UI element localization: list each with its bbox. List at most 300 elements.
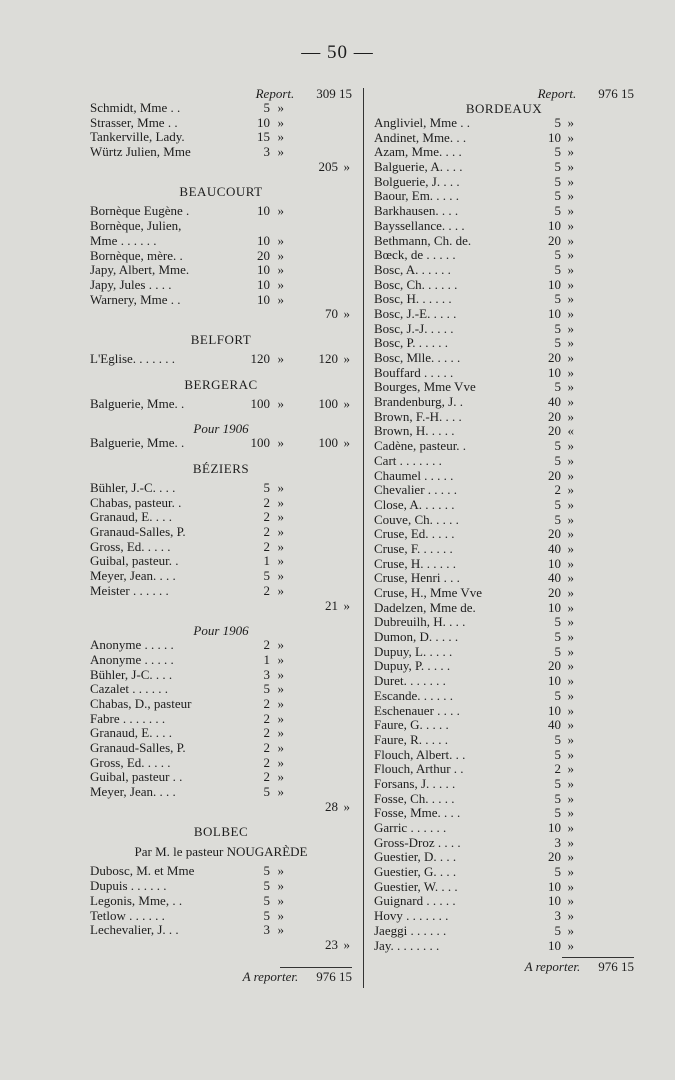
list-item <box>90 204 352 219</box>
entry-mark: » <box>567 467 574 483</box>
entry-mark: » <box>277 524 284 540</box>
list-item <box>374 292 634 307</box>
list-item <box>374 718 634 733</box>
list-item <box>90 249 352 264</box>
entry-mark: » <box>567 893 574 909</box>
entry-name: Granaud, E. . . . <box>90 725 172 741</box>
list-item <box>90 584 352 599</box>
entry-mark: » <box>277 582 284 598</box>
entry-mark: » <box>277 784 284 800</box>
subtotal-mark: » <box>343 306 350 322</box>
list-item <box>90 741 352 756</box>
entry-mark: » <box>567 849 574 865</box>
list-item <box>374 469 634 484</box>
entry-name: Duret. . . . . . . <box>374 673 446 689</box>
entry-name: Guestier, G. . . . <box>374 864 457 880</box>
list-item <box>374 762 634 777</box>
entry-mark: » <box>567 687 574 703</box>
entry-amount: 120 <box>250 350 270 366</box>
entry-amount: 5 <box>554 643 561 659</box>
list-item <box>374 909 634 924</box>
entry-amount: 20 <box>548 423 561 439</box>
entry-amount: 5 <box>554 731 561 747</box>
right-footer-line <box>374 958 634 976</box>
entry-mark: » <box>567 570 574 586</box>
entry-mark: » <box>277 144 284 160</box>
entry-amount: 10 <box>548 599 561 615</box>
list-item <box>374 145 634 160</box>
list-item <box>374 615 634 630</box>
entry-mark: » <box>277 276 284 292</box>
subtotal-mark: » <box>343 936 350 952</box>
entry-mark: » <box>567 717 574 733</box>
list-item <box>90 496 352 511</box>
subtotal-mark: » <box>343 158 350 174</box>
entry-amount: 5 <box>554 687 561 703</box>
right-report-value: 976 15 <box>598 86 634 101</box>
section-subheading: Pour 1906 <box>193 623 249 639</box>
spacer <box>90 367 352 377</box>
entry-name: Bayssellance. . . . <box>374 217 465 233</box>
list-item <box>374 645 634 660</box>
entry-mark: » <box>277 129 284 145</box>
entry-mark: » <box>567 526 574 542</box>
entry-amount: 5 <box>554 291 561 307</box>
entry-mark: » <box>277 509 284 525</box>
entry-amount: 5 <box>554 320 561 336</box>
entry-amount: 10 <box>548 878 561 894</box>
entry-amount: 5 <box>554 438 561 454</box>
entry-amount: 10 <box>548 305 561 321</box>
entry-amount: 5 <box>263 784 270 800</box>
section-heading: BEAUCOURT <box>179 184 263 200</box>
spacer <box>90 174 352 184</box>
entry-amount: 5 <box>554 614 561 630</box>
list-item <box>90 894 352 909</box>
entry-amount: 3 <box>554 908 561 924</box>
entry-mark: » <box>567 555 574 571</box>
spacer <box>90 451 352 461</box>
entry-amount: 5 <box>554 335 561 351</box>
entry-mark: » <box>567 599 574 615</box>
entry-mark: » <box>567 878 574 894</box>
list-item <box>374 939 634 954</box>
entry-mark: » <box>567 673 574 689</box>
entry-name: Cart . . . . . . . <box>374 452 442 468</box>
entry-mark: » <box>277 695 284 711</box>
entry-amount: 100 <box>250 395 270 411</box>
subtotal-line <box>90 599 352 614</box>
entry-name: Legonis, Mme, . . <box>90 892 183 908</box>
entry-amount: 15 <box>257 129 270 145</box>
list-item <box>374 336 634 351</box>
entry-name: Dupuis . . . . . . <box>90 878 167 894</box>
entry-amount: 2 <box>263 524 270 540</box>
list-item <box>374 498 634 513</box>
entry-amount: 5 <box>263 863 270 879</box>
entry-amount: 2 <box>263 710 270 726</box>
entry-amount: 2 <box>263 769 270 785</box>
entry-name: Brandenburg, J. . <box>374 394 463 410</box>
list-item <box>90 668 352 683</box>
entry-name: Bosc, J.-J. . . . . <box>374 320 454 336</box>
entry-amount: 20 <box>548 526 561 542</box>
list-item <box>90 712 352 727</box>
entry-mark: » <box>277 863 284 879</box>
list-item <box>90 923 352 938</box>
entry-name: Faure, R. . . . . <box>374 731 449 747</box>
right-report-label: Report. <box>537 86 577 101</box>
entry-amount: 5 <box>554 188 561 204</box>
entry-amount: 2 <box>263 582 270 598</box>
entry-amount: 5 <box>554 790 561 806</box>
entry-amount: 5 <box>554 144 561 160</box>
entry-mark: » <box>277 922 284 938</box>
entry-name: Guignard . . . . . <box>374 893 456 909</box>
entry-mark: » <box>567 629 574 645</box>
entry-name: Brown, H. . . . . <box>374 423 455 439</box>
left-footer-line <box>90 968 352 986</box>
entry-name: Bosc, A. . . . . . <box>374 261 451 277</box>
entry-mark: » <box>567 291 574 307</box>
list-item <box>374 630 634 645</box>
entry-mark: » <box>567 115 574 130</box>
list-item <box>374 821 634 836</box>
entry-amount: 2 <box>263 538 270 554</box>
entry-name: Baour, Em. . . . . <box>374 188 460 204</box>
list-item <box>90 352 352 367</box>
entry-mark: » <box>567 217 574 233</box>
entry-amount: 2 <box>263 754 270 770</box>
entry-amount: 20 <box>548 849 561 865</box>
list-item <box>374 234 634 249</box>
entry-mark: » <box>277 262 284 278</box>
list-item <box>90 909 352 924</box>
left-footer-label: A reporter. <box>242 968 299 984</box>
entry-amount: 2 <box>263 494 270 510</box>
right-footer-label: A reporter. <box>524 959 581 975</box>
entry-amount: 10 <box>548 276 561 292</box>
entry-name: Gross, Ed. . . . . <box>90 538 171 554</box>
page-number: — 50 — <box>301 42 374 63</box>
entry-mark: » <box>567 922 574 938</box>
entry-name: Jaeggi . . . . . . <box>374 922 447 938</box>
entry-amount: 3 <box>554 834 561 850</box>
entry-subtotal-mark: » <box>343 435 350 451</box>
list-item <box>90 219 352 234</box>
entry-mark: » <box>567 379 574 395</box>
entry-mark: » <box>277 538 284 554</box>
list-item <box>374 454 634 469</box>
subtotal-value: 28 <box>325 798 338 814</box>
column-divider <box>363 88 364 988</box>
entry-mark: » <box>567 247 574 263</box>
list-item <box>90 638 352 653</box>
entry-amount: 10 <box>548 217 561 233</box>
entry-name: Bethmann, Ch. de. <box>374 232 472 248</box>
section-note: Par M. le pasteur NOUGARÈDE <box>134 844 308 860</box>
entry-mark: » <box>567 496 574 512</box>
entry-amount: 5 <box>554 496 561 512</box>
entry-mark: » <box>567 820 574 835</box>
spacer <box>90 322 352 332</box>
entry-amount: 2 <box>263 740 270 755</box>
entry-mark: » <box>567 129 574 145</box>
entry-name: Anonyme . . . . . <box>90 637 174 653</box>
left-column <box>90 86 352 986</box>
entry-name: Japy, Albert, Mme. <box>90 262 190 278</box>
entry-mark: » <box>277 740 284 755</box>
entry-amount: 5 <box>263 907 270 923</box>
entry-name: Dupuy, L. . . . . <box>374 643 453 659</box>
entry-name: Anonyme . . . . . <box>90 651 174 667</box>
subtotal-value: 23 <box>325 936 338 952</box>
entry-mark: » <box>567 834 574 850</box>
list-item <box>90 116 352 131</box>
list-item <box>90 293 352 308</box>
entry-name: Flouch, Albert. . . <box>374 746 466 762</box>
list-item <box>90 756 352 771</box>
entry-amount: 5 <box>554 379 561 395</box>
entry-amount: 2 <box>263 509 270 525</box>
entry-name: Balguerie, Mme. . <box>90 435 185 451</box>
entry-mark: » <box>277 553 284 569</box>
entry-amount: 5 <box>554 261 561 277</box>
entry-amount: 5 <box>554 452 561 468</box>
list-item <box>90 569 352 584</box>
entry-name: Bœck, de . . . . . <box>374 247 456 263</box>
entry-amount: 10 <box>257 232 270 248</box>
entry-mark: » <box>567 364 574 380</box>
entry-amount: 5 <box>554 805 561 821</box>
entry-mark: » <box>277 637 284 653</box>
entry-mark: » <box>567 203 574 219</box>
entry-mark: » <box>277 725 284 741</box>
entry-mark: » <box>567 144 574 160</box>
entry-name: Angliviel, Mme . . <box>374 115 471 130</box>
entry-mark: » <box>277 350 284 366</box>
entry-name: Dumon, D. . . . . <box>374 629 459 645</box>
entry-mark: » <box>277 710 284 726</box>
entry-mark: » <box>567 702 574 718</box>
entry-amount: 2 <box>263 637 270 653</box>
spacer <box>90 953 352 963</box>
entry-mark: » <box>277 114 284 130</box>
entry-subtotal-mark: » <box>343 395 350 411</box>
list-item <box>374 527 634 542</box>
list-item <box>374 777 634 792</box>
list-item <box>374 733 634 748</box>
entry-mark: » <box>567 408 574 424</box>
list-item <box>374 674 634 689</box>
entry-name: Cruse, Ed. . . . . <box>374 526 455 542</box>
subtotal-mark: » <box>343 597 350 613</box>
entry-name: Dupuy, P. . . . . <box>374 658 451 674</box>
entry-mark: » <box>277 395 284 411</box>
entry-amount: 5 <box>554 775 561 791</box>
entry-mark: » <box>567 188 574 204</box>
list-item <box>90 510 352 525</box>
list-item <box>374 542 634 557</box>
list-item <box>374 380 634 395</box>
entry-name: Fosse, Ch. . . . . <box>374 790 455 806</box>
entry-name: Hovy . . . . . . . <box>374 908 449 924</box>
list-item <box>374 424 634 439</box>
entry-mark: » <box>567 438 574 454</box>
list-item <box>90 481 352 496</box>
list-item <box>374 792 634 807</box>
list-item <box>374 410 634 425</box>
list-item <box>374 439 634 454</box>
entry-name: Tetlow . . . . . . <box>90 907 165 923</box>
entry-mark: » <box>277 878 284 894</box>
section-heading: BOLBEC <box>193 824 249 840</box>
entry-amount: 10 <box>548 555 561 571</box>
entry-amount: 1 <box>263 651 270 667</box>
entry-amount: 10 <box>548 364 561 380</box>
entry-name: Strasser, Mme . . <box>90 114 178 130</box>
list-item <box>90 540 352 555</box>
entry-mark: » <box>277 480 284 495</box>
list-item <box>374 322 634 337</box>
list-item <box>90 397 352 412</box>
right-rows <box>374 116 634 953</box>
entry-name: Faure, G. . . . . <box>374 717 449 733</box>
entry-name: Bosc, J.-E. . . . . <box>374 305 457 321</box>
entry-amount: 5 <box>554 247 561 263</box>
entry-mark: » <box>567 305 574 321</box>
entry-name: Jay. . . . . . . . <box>374 937 440 953</box>
list-item <box>374 366 634 381</box>
section-heading-bordeaux: BORDEAUX <box>465 101 543 116</box>
list-item <box>374 704 634 719</box>
subtotal-line <box>90 800 352 815</box>
entry-name: Bornèque Eugène . <box>90 203 190 219</box>
list-item <box>374 263 634 278</box>
entry-mark: » <box>567 335 574 351</box>
entry-amount: 3 <box>263 922 270 938</box>
entry-amount: 5 <box>263 892 270 908</box>
entry-name: Cazalet . . . . . . <box>90 681 168 697</box>
list-item <box>374 278 634 293</box>
subtotal-line <box>90 160 352 175</box>
list-item <box>90 145 352 160</box>
entry-name: Meyer, Jean. . . . <box>90 568 176 584</box>
subtotal-line <box>90 307 352 322</box>
entry-mark: » <box>277 681 284 697</box>
list-item <box>374 175 634 190</box>
entry-mark: » <box>567 452 574 468</box>
list-item <box>374 248 634 263</box>
entry-name: Forsans, J. . . . . <box>374 775 456 791</box>
entry-subtotal-mark: » <box>343 350 350 366</box>
right-report-line <box>374 86 634 101</box>
entry-amount: 10 <box>548 820 561 835</box>
entry-amount: 20 <box>548 350 561 365</box>
entry-name: Eschenauer . . . . <box>374 702 460 718</box>
entry-amount: 100 <box>250 435 270 451</box>
entry-name: Granaud-Salles, P. <box>90 524 186 540</box>
entry-name: Gross-Droz . . . . <box>374 834 461 850</box>
list-item <box>374 880 634 895</box>
entry-name: Chabas, D., pasteur <box>90 695 192 711</box>
section-heading: BÉZIERS <box>192 461 250 476</box>
entry-mark: » <box>567 173 574 189</box>
entry-amount: 5 <box>263 480 270 495</box>
entry-name: Cruse, H. . . . . . <box>374 555 456 571</box>
entry-mark: » <box>567 643 574 659</box>
entry-name: Guibal, pasteur. . <box>90 553 179 569</box>
subtotal-line <box>90 938 352 953</box>
entry-name: Meyer, Jean. . . . <box>90 784 176 800</box>
entry-name: Chaumel . . . . . <box>374 467 454 483</box>
entry-name: Bornèque, mère. . <box>90 247 183 263</box>
entry-amount: 40 <box>548 540 561 556</box>
entry-amount: 5 <box>554 922 561 938</box>
entry-name: Bouffard . . . . . <box>374 364 454 380</box>
entry-mark: » <box>567 614 574 630</box>
entry-amount: 10 <box>257 276 270 292</box>
list-item <box>90 554 352 569</box>
entry-name: Bolguerie, J. . . . <box>374 173 460 189</box>
entry-mark: » <box>567 805 574 821</box>
entry-name: Dadelzen, Mme de. <box>374 599 476 615</box>
entry-name: Granaud, E. . . . <box>90 509 172 525</box>
entry-mark: » <box>567 658 574 674</box>
list-item <box>374 557 634 572</box>
list-item <box>374 571 634 586</box>
entry-amount: 10 <box>257 262 270 278</box>
list-item <box>374 483 634 498</box>
entry-amount: 5 <box>554 629 561 645</box>
list-item <box>90 785 352 800</box>
subtotal-value: 205 <box>318 158 338 174</box>
entry-name: Bornèque, Julien, <box>90 218 182 234</box>
entry-name: Cruse, F. . . . . . <box>374 540 453 556</box>
list-item <box>374 219 634 234</box>
entry-amount: 10 <box>548 673 561 689</box>
entry-mark: » <box>567 585 574 600</box>
entry-amount: 2 <box>554 761 561 777</box>
entry-mark: » <box>277 291 284 307</box>
entry-mark: » <box>567 775 574 791</box>
entry-mark: » <box>567 937 574 953</box>
entry-amount: 2 <box>263 695 270 711</box>
list-item <box>374 924 634 939</box>
entry-name: Guibal, pasteur . . <box>90 769 183 785</box>
list-item <box>374 131 634 146</box>
entry-name: Dubreuilh, H. . . . <box>374 614 466 630</box>
entry-mark: » <box>277 892 284 908</box>
entry-amount: 5 <box>554 203 561 219</box>
entry-mark: » <box>567 276 574 292</box>
list-item <box>374 351 634 366</box>
entry-amount: 20 <box>548 585 561 600</box>
list-item <box>374 689 634 704</box>
subtotal-value: 70 <box>325 306 338 322</box>
right-column <box>374 86 634 976</box>
entry-name: Flouch, Arthur . . <box>374 761 464 777</box>
entry-name: Lechevalier, J. . . <box>90 922 179 938</box>
entry-name: Cruse, H., Mme Vve <box>374 585 483 600</box>
entry-mark: » <box>277 494 284 510</box>
entry-amount: 5 <box>554 173 561 189</box>
list-item <box>90 263 352 278</box>
spacer <box>90 411 352 421</box>
entry-amount: 20 <box>548 232 561 248</box>
entry-name: Würtz Julien, Mme <box>90 144 191 160</box>
entry-mark: « <box>567 423 574 439</box>
